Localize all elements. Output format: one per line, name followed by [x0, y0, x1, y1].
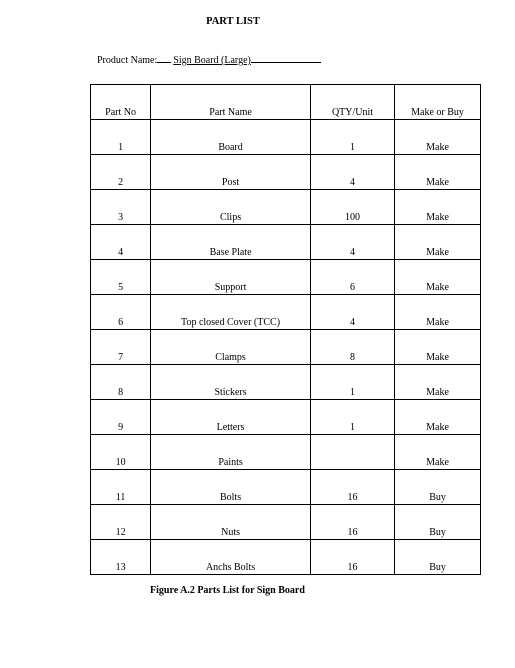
- cell-qty-unit: 16: [310, 540, 394, 575]
- table-row: [91, 330, 481, 365]
- table-row: [91, 435, 481, 470]
- cell-make-or-buy: Make: [395, 225, 481, 260]
- page-title: PART LIST: [206, 16, 260, 27]
- cell-make-or-buy: Make: [395, 260, 481, 295]
- table-row: [91, 505, 481, 540]
- product-name-line: [97, 55, 321, 66]
- product-name-underline: [251, 62, 321, 63]
- cell-part-no: 11: [91, 470, 151, 505]
- cell-qty-unit: 1: [310, 400, 394, 435]
- cell-part-name: Letters: [151, 400, 311, 435]
- cell-make-or-buy: Buy: [395, 505, 481, 540]
- cell-part-no: 8: [91, 365, 151, 400]
- column-header-make-or-buy: Make or Buy: [395, 85, 481, 120]
- cell-qty-unit: 1: [310, 365, 394, 400]
- cell-part-name: Clips: [151, 190, 311, 225]
- cell-part-name: Anchs Bolts: [151, 540, 311, 575]
- cell-part-no: 3: [91, 190, 151, 225]
- table-header-row: [91, 85, 481, 120]
- column-header-part-no: Part No: [91, 85, 151, 120]
- cell-part-no: 1: [91, 120, 151, 155]
- cell-part-no: 6: [91, 295, 151, 330]
- cell-part-no: 7: [91, 330, 151, 365]
- cell-part-no: 2: [91, 155, 151, 190]
- cell-part-name: Board: [151, 120, 311, 155]
- cell-qty-unit: [310, 435, 394, 470]
- cell-make-or-buy: Make: [395, 400, 481, 435]
- cell-part-name: Top closed Cover (TCC): [151, 295, 311, 330]
- cell-make-or-buy: Make: [395, 330, 481, 365]
- cell-make-or-buy: Buy: [395, 470, 481, 505]
- table-row: [91, 365, 481, 400]
- cell-part-name: Stickers: [151, 365, 311, 400]
- product-name-blank: [157, 62, 171, 63]
- cell-qty-unit: 16: [310, 505, 394, 540]
- cell-qty-unit: 4: [310, 225, 394, 260]
- column-header-qty-unit: QTY/Unit: [310, 85, 394, 120]
- parts-table: [90, 84, 481, 575]
- cell-part-no: 4: [91, 225, 151, 260]
- table-row: [91, 400, 481, 435]
- cell-part-no: 10: [91, 435, 151, 470]
- table-body: [91, 120, 481, 575]
- cell-qty-unit: 6: [310, 260, 394, 295]
- table-row: [91, 190, 481, 225]
- cell-part-no: 12: [91, 505, 151, 540]
- cell-qty-unit: 16: [310, 470, 394, 505]
- cell-part-name: Clamps: [151, 330, 311, 365]
- cell-part-no: 13: [91, 540, 151, 575]
- cell-qty-unit: 4: [310, 155, 394, 190]
- cell-part-name: Post: [151, 155, 311, 190]
- cell-qty-unit: 1: [310, 120, 394, 155]
- product-name-value: Sign Board (Large): [173, 55, 251, 66]
- product-name-label: Product Name:: [97, 55, 158, 66]
- cell-make-or-buy: Make: [395, 435, 481, 470]
- cell-qty-unit: 100: [310, 190, 394, 225]
- cell-qty-unit: 8: [310, 330, 394, 365]
- cell-part-name: Paints: [151, 435, 311, 470]
- column-header-part-name: Part Name: [151, 85, 311, 120]
- cell-part-no: 5: [91, 260, 151, 295]
- table-row: [91, 225, 481, 260]
- cell-part-name: Bolts: [151, 470, 311, 505]
- cell-qty-unit: 4: [310, 295, 394, 330]
- table-row: [91, 295, 481, 330]
- cell-part-name: Base Plate: [151, 225, 311, 260]
- cell-make-or-buy: Make: [395, 190, 481, 225]
- table-row: [91, 260, 481, 295]
- cell-make-or-buy: Make: [395, 295, 481, 330]
- cell-part-name: Nuts: [151, 505, 311, 540]
- figure-caption: Figure A.2 Parts List for Sign Board: [150, 585, 305, 596]
- table-row: [91, 120, 481, 155]
- table-row: [91, 470, 481, 505]
- cell-make-or-buy: Make: [395, 120, 481, 155]
- cell-part-no: 9: [91, 400, 151, 435]
- table-row: [91, 540, 481, 575]
- cell-part-name: Support: [151, 260, 311, 295]
- table-row: [91, 155, 481, 190]
- cell-make-or-buy: Buy: [395, 540, 481, 575]
- cell-make-or-buy: Make: [395, 155, 481, 190]
- cell-make-or-buy: Make: [395, 365, 481, 400]
